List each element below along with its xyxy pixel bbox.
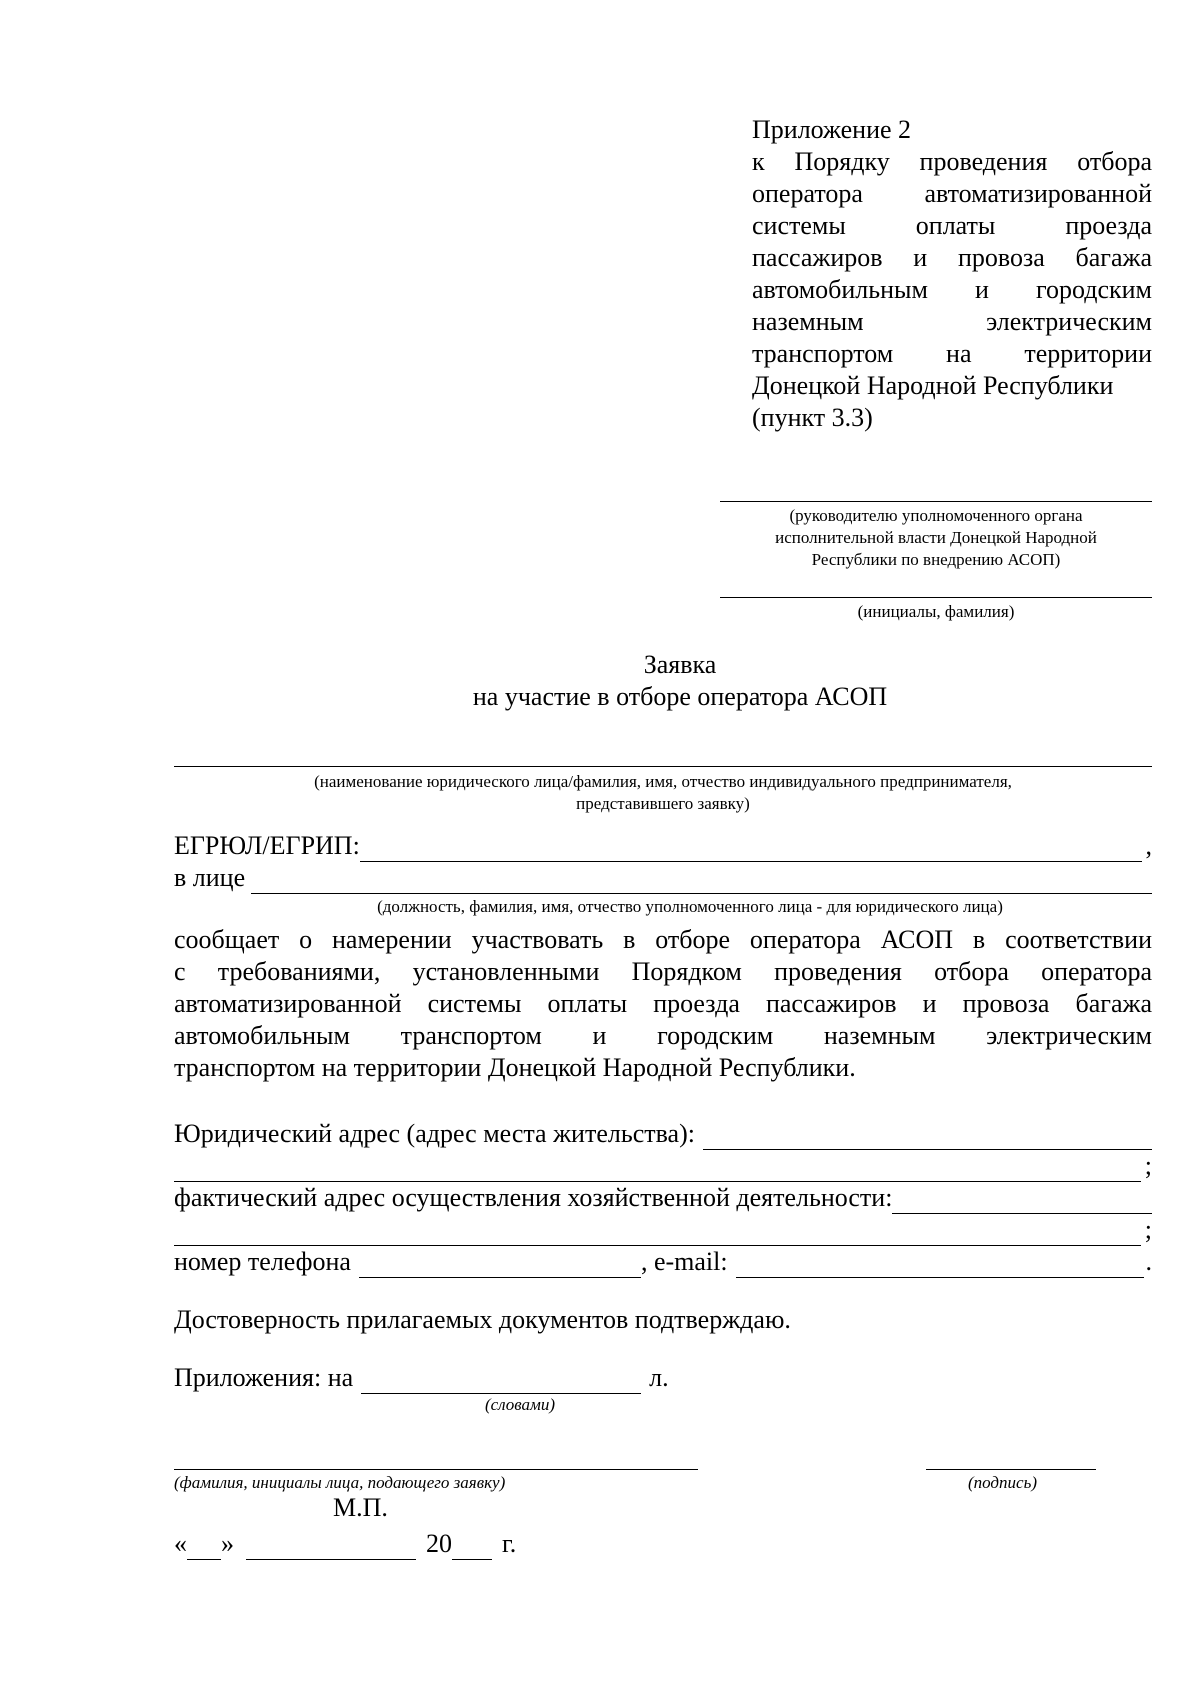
represented-label: в лице	[174, 863, 246, 892]
signature-line	[926, 1469, 1096, 1470]
statement-paragraph	[174, 924, 1152, 1084]
appendix-line: наземным электрическим	[752, 307, 1152, 336]
actual-address-row-2	[174, 1214, 1152, 1246]
addressee-caption-line: Республики по внедрению АСОП)	[811, 550, 1061, 569]
actual-address-label: фактический адрес осуществления хозяйственной деятельности:	[174, 1183, 893, 1212]
applicant-name-line	[174, 766, 1152, 767]
signer-name-caption: (фамилия, инициалы лица, подающего заявку)	[174, 1473, 506, 1492]
appendix-line: системы оплаты проезда	[752, 211, 1152, 240]
email-label: , e-mail:	[640, 1247, 728, 1276]
phone-field[interactable]	[359, 1251, 641, 1278]
date-close-quote: »	[221, 1529, 234, 1558]
appendix-line: Донецкой Народной Республики	[752, 371, 1114, 400]
actual-address-field-2[interactable]	[174, 1219, 1141, 1246]
applicant-caption-line: (наименование юридического лица/фамилия, имя, отчество индивидуального предпринимателя,	[314, 772, 1012, 791]
statement-line: транспортом на территории Донецкой Народной Республики.	[174, 1053, 856, 1082]
actual-address-field[interactable]	[892, 1187, 1152, 1214]
statement-line: сообщает о намерении участвовать в отборе оператора АСОП в соответствии	[174, 925, 1152, 954]
applicant-caption	[174, 771, 1152, 815]
appendix-line: оператора автоматизированной	[752, 179, 1152, 208]
appendix-line: транспортом на территории	[752, 339, 1152, 368]
end-period: .	[1145, 1247, 1152, 1276]
appendix-block	[752, 114, 1152, 434]
represented-field[interactable]	[251, 867, 1152, 894]
egrul-comma: ,	[1145, 831, 1152, 860]
statement-line: автомобильным транспортом и городским наземным электрическим	[174, 1021, 1152, 1050]
egrul-row	[174, 830, 1152, 862]
contacts-row	[174, 1246, 1152, 1278]
appendix-line: автомобильным и городским	[752, 275, 1152, 304]
legal-address-field[interactable]	[703, 1123, 1152, 1150]
date-year-prefix: 20	[426, 1529, 452, 1558]
represented-caption: (должность, фамилия, имя, отчество уполномоченного лица - для юридического лица)	[377, 897, 1003, 916]
represented-row	[174, 862, 1152, 894]
actual-address-row	[174, 1182, 1152, 1214]
legal-address-label: Юридический адрес (адрес места жительства):	[174, 1119, 695, 1148]
date-day-field[interactable]	[187, 1533, 221, 1560]
applicant-caption-line: представившего заявку)	[576, 794, 750, 813]
date-year-suffix: г.	[502, 1529, 517, 1558]
legal-address-row-2	[174, 1150, 1152, 1182]
legal-address-field-2[interactable]	[174, 1155, 1141, 1182]
attachments-unit: л.	[649, 1363, 669, 1392]
confirmation-text: Достоверность прилагаемых документов подтверждаю.	[174, 1305, 791, 1334]
addressee-caption	[700, 505, 1172, 571]
signature-caption: (подпись)	[968, 1473, 1037, 1492]
attachments-count-field[interactable]	[361, 1367, 641, 1394]
semicolon: ;	[1144, 1151, 1152, 1180]
egrul-field[interactable]	[360, 835, 1142, 862]
semicolon: ;	[1144, 1215, 1152, 1244]
appendix-point: (пункт 3.3)	[752, 403, 873, 432]
signer-name-line	[174, 1469, 698, 1470]
document-title: Заявка	[643, 650, 717, 679]
addressee-caption-line: (руководителю уполномоченного органа	[789, 506, 1083, 525]
attachments-row	[174, 1362, 774, 1394]
phone-label: номер телефона	[174, 1247, 351, 1276]
egrul-label: ЕГРЮЛ/ЕГРИП:	[174, 831, 360, 860]
appendix-line: к Порядку проведения отбора	[752, 147, 1152, 176]
date-row	[174, 1528, 574, 1560]
stamp-label: М.П.	[333, 1493, 388, 1522]
addressee-line	[720, 501, 1152, 502]
document-subtitle: на участие в отборе оператора АСОП	[472, 682, 888, 711]
date-open-quote: «	[174, 1529, 187, 1558]
statement-line: с требованиями, установленными Порядком проведения отбора оператора	[174, 957, 1152, 986]
date-year-field[interactable]	[452, 1533, 492, 1560]
appendix-title: Приложение 2	[752, 115, 912, 144]
addressee-name-line	[720, 597, 1152, 598]
date-month-field[interactable]	[246, 1533, 416, 1560]
email-field[interactable]	[736, 1251, 1144, 1278]
addressee-caption-line: исполнительной власти Донецкой Народной	[775, 528, 1097, 547]
legal-address-row	[174, 1118, 1152, 1150]
appendix-line: пассажиров и провоза багажа	[752, 243, 1152, 272]
attachments-label: Приложения: на	[174, 1363, 354, 1392]
statement-line: автоматизированной системы оплаты проезда пассажиров и провоза багажа	[174, 989, 1152, 1018]
attachments-caption: (словами)	[484, 1395, 556, 1414]
addressee-name-caption: (инициалы, фамилия)	[857, 602, 1015, 621]
